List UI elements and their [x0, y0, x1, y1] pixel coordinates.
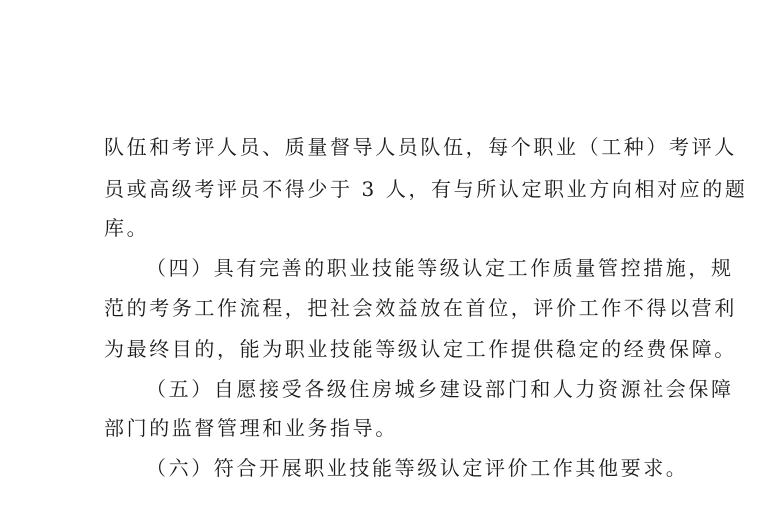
paragraph-4-line-1: （四）具有完善的职业技能等级认定工作质量管控措施，规	[146, 256, 734, 280]
paragraph-6-line-1: （六）符合开展职业技能等级认定评价工作其他要求。	[146, 456, 689, 480]
paragraph-5-line-1: （五）自愿接受各级住房城乡建设部门和人力资源社会保障	[146, 377, 734, 401]
text-line-1: 队伍和考评人员、质量督导人员队伍，每个职业（工种）考评人	[104, 135, 737, 159]
text-line-2: 员或高级考评员不得少于 3 人，有与所认定职业方向相对应的题	[104, 177, 748, 201]
paragraph-4-line-2: 范的考务工作流程，把社会效益放在首位，评价工作不得以营利	[104, 296, 737, 320]
paragraph-4-line-3: 为最终目的，能为职业技能等级认定工作提供稳定的经费保障。	[104, 337, 737, 361]
paragraph-5-line-2: 部门的监督管理和业务指导。	[104, 416, 398, 440]
text-line-3: 库。	[104, 216, 150, 240]
